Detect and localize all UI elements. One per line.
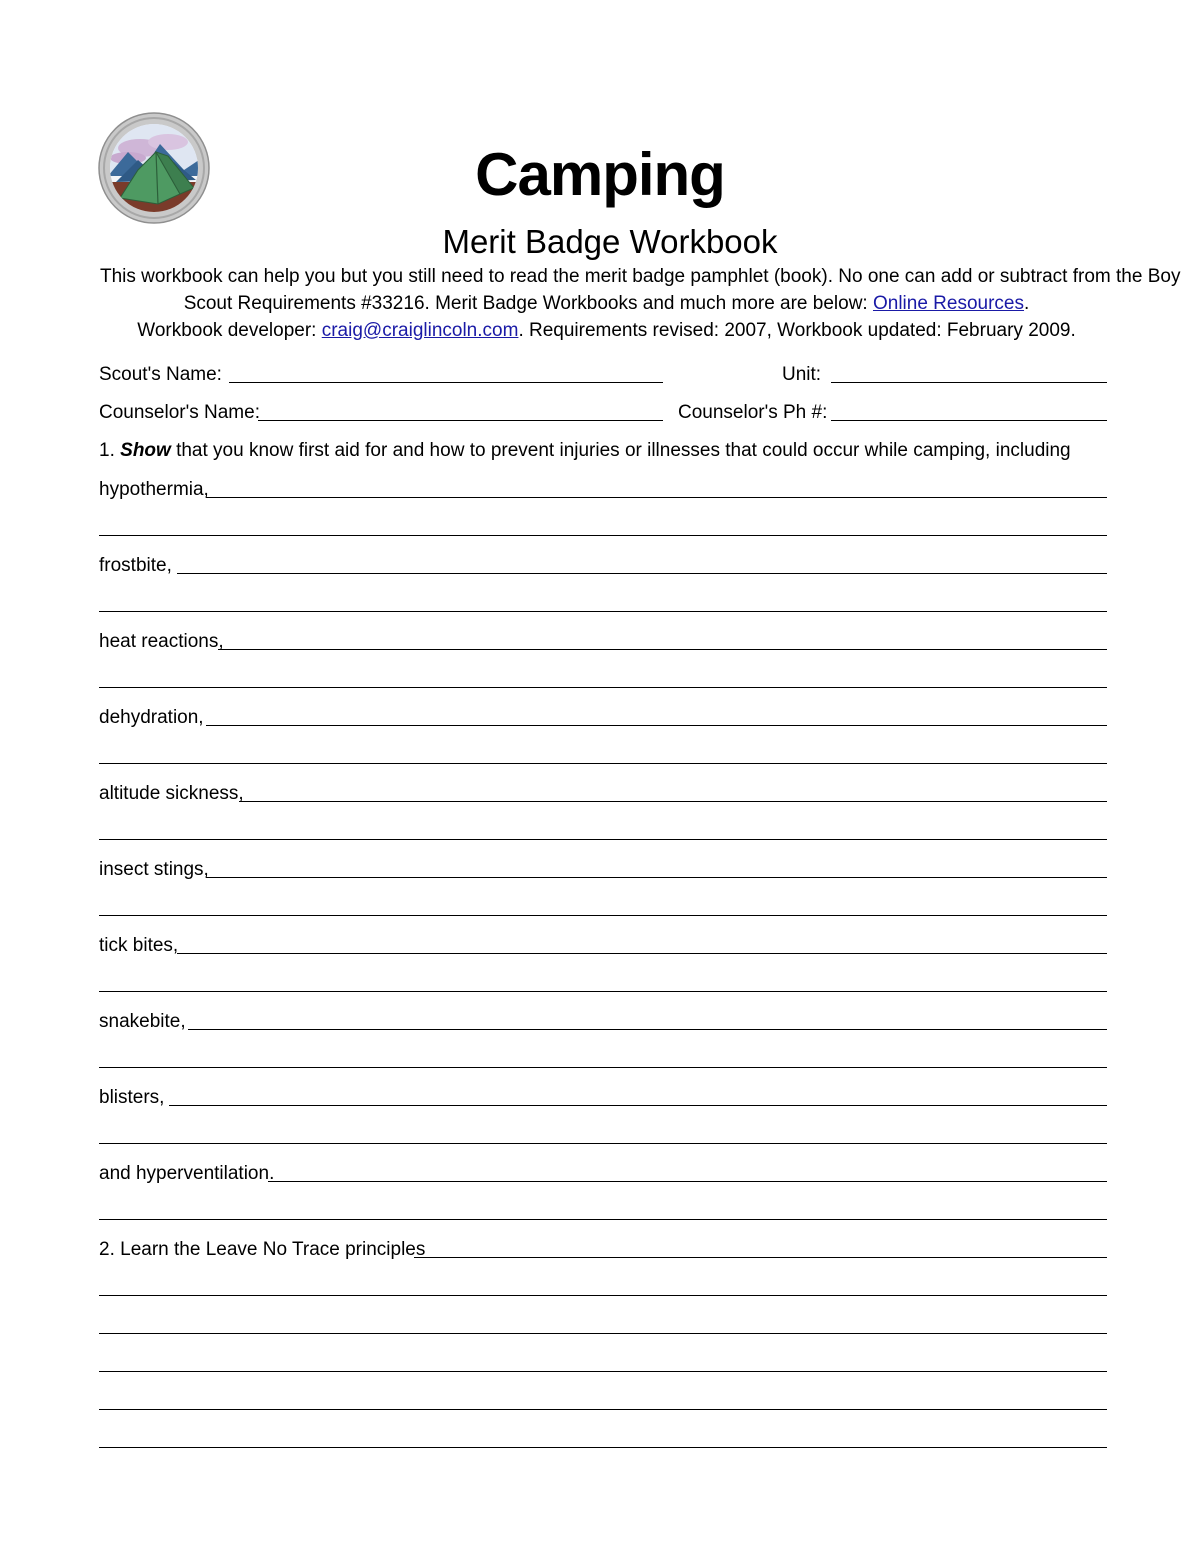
answer-line[interactable] [206,497,1107,498]
counselor-phone-field[interactable] [831,420,1107,421]
intro-line-2-text: Scout Requirements #33216. Merit Badge Workbooks and much more are below: [183,293,873,314]
answer-line[interactable] [188,1029,1107,1030]
answer-line[interactable] [99,1067,1107,1068]
item-heat-reactions-label: heat reactions, [99,631,224,652]
answer-line[interactable] [99,763,1107,764]
answer-line[interactable] [99,1143,1107,1144]
answer-line[interactable] [268,1181,1107,1182]
item-insect-stings-label: insect stings, [99,859,209,880]
page-subtitle: Merit Badge Workbook [442,223,778,260]
scout-name-label: Scout's Name: [99,364,222,385]
answer-line[interactable] [99,991,1107,992]
item-blisters-label: blisters, [99,1087,165,1108]
item-tick-bites-label: tick bites, [99,935,179,956]
counselor-name-label: Counselor's Name: [99,402,260,423]
item-hypothermia-label: hypothermia, [99,479,209,500]
item-altitude-sickness-label: altitude sickness, [99,783,244,804]
intro-line-3-end: . Requirements revised: 2007, Workbook updated: February 2009. [518,320,1076,341]
answer-line[interactable] [206,877,1107,878]
answer-line[interactable] [99,1371,1107,1372]
intro-line-3 [100,317,1113,344]
item-frostbite-label: frostbite, [99,555,172,576]
requirement-1-description: that you know first aid for and how to prevent injuries or illnesses that could occur while camping, including [170,440,1071,461]
answer-line[interactable] [99,839,1107,840]
intro-line-2-end: . [1024,293,1030,314]
answer-line[interactable] [99,1409,1107,1410]
answer-line[interactable] [177,953,1107,954]
item-hyperventilation-label: and hyperventilation. [99,1163,275,1184]
answer-line[interactable] [169,1105,1107,1106]
developer-email-link[interactable]: craig@craiglincoln.com [321,320,519,341]
online-resources-link[interactable]: Online Resources [872,293,1025,314]
answer-line[interactable] [218,649,1107,650]
item-dehydration-label: dehydration, [99,707,204,728]
intro-paragraph [100,263,1181,344]
counselor-name-field[interactable] [258,420,663,421]
answer-line[interactable] [99,1295,1107,1296]
answer-line[interactable] [206,725,1107,726]
scout-name-field[interactable] [229,382,663,383]
answer-line[interactable] [99,687,1107,688]
answer-line[interactable] [99,915,1107,916]
answer-line[interactable] [99,535,1107,536]
answer-line[interactable] [99,1333,1107,1334]
answer-line[interactable] [99,1219,1107,1220]
requirement-2-text: 2. Learn the Leave No Trace principles [99,1239,426,1260]
unit-field[interactable] [831,382,1107,383]
intro-line-1: This workbook can help you but you still need to read the merit badge pamphlet (book). No one can add or subtract from the Boy [100,266,1181,287]
page-title: Camping [475,141,725,208]
answer-line[interactable] [239,801,1107,802]
intro-line-2 [100,290,1113,317]
answer-line[interactable] [414,1257,1107,1258]
requirement-1-text [99,440,1071,462]
unit-label: Unit: [782,364,822,385]
item-snakebite-label: snakebite, [99,1011,186,1032]
intro-line-3-text: Workbook developer: [137,320,322,341]
counselor-phone-label: Counselor's Ph #: [678,402,828,423]
answer-line[interactable] [177,573,1107,574]
answer-line[interactable] [99,611,1107,612]
requirement-1-verb: Show [120,440,171,461]
answer-line[interactable] [99,1447,1107,1448]
requirement-1-number: 1. [99,440,115,461]
